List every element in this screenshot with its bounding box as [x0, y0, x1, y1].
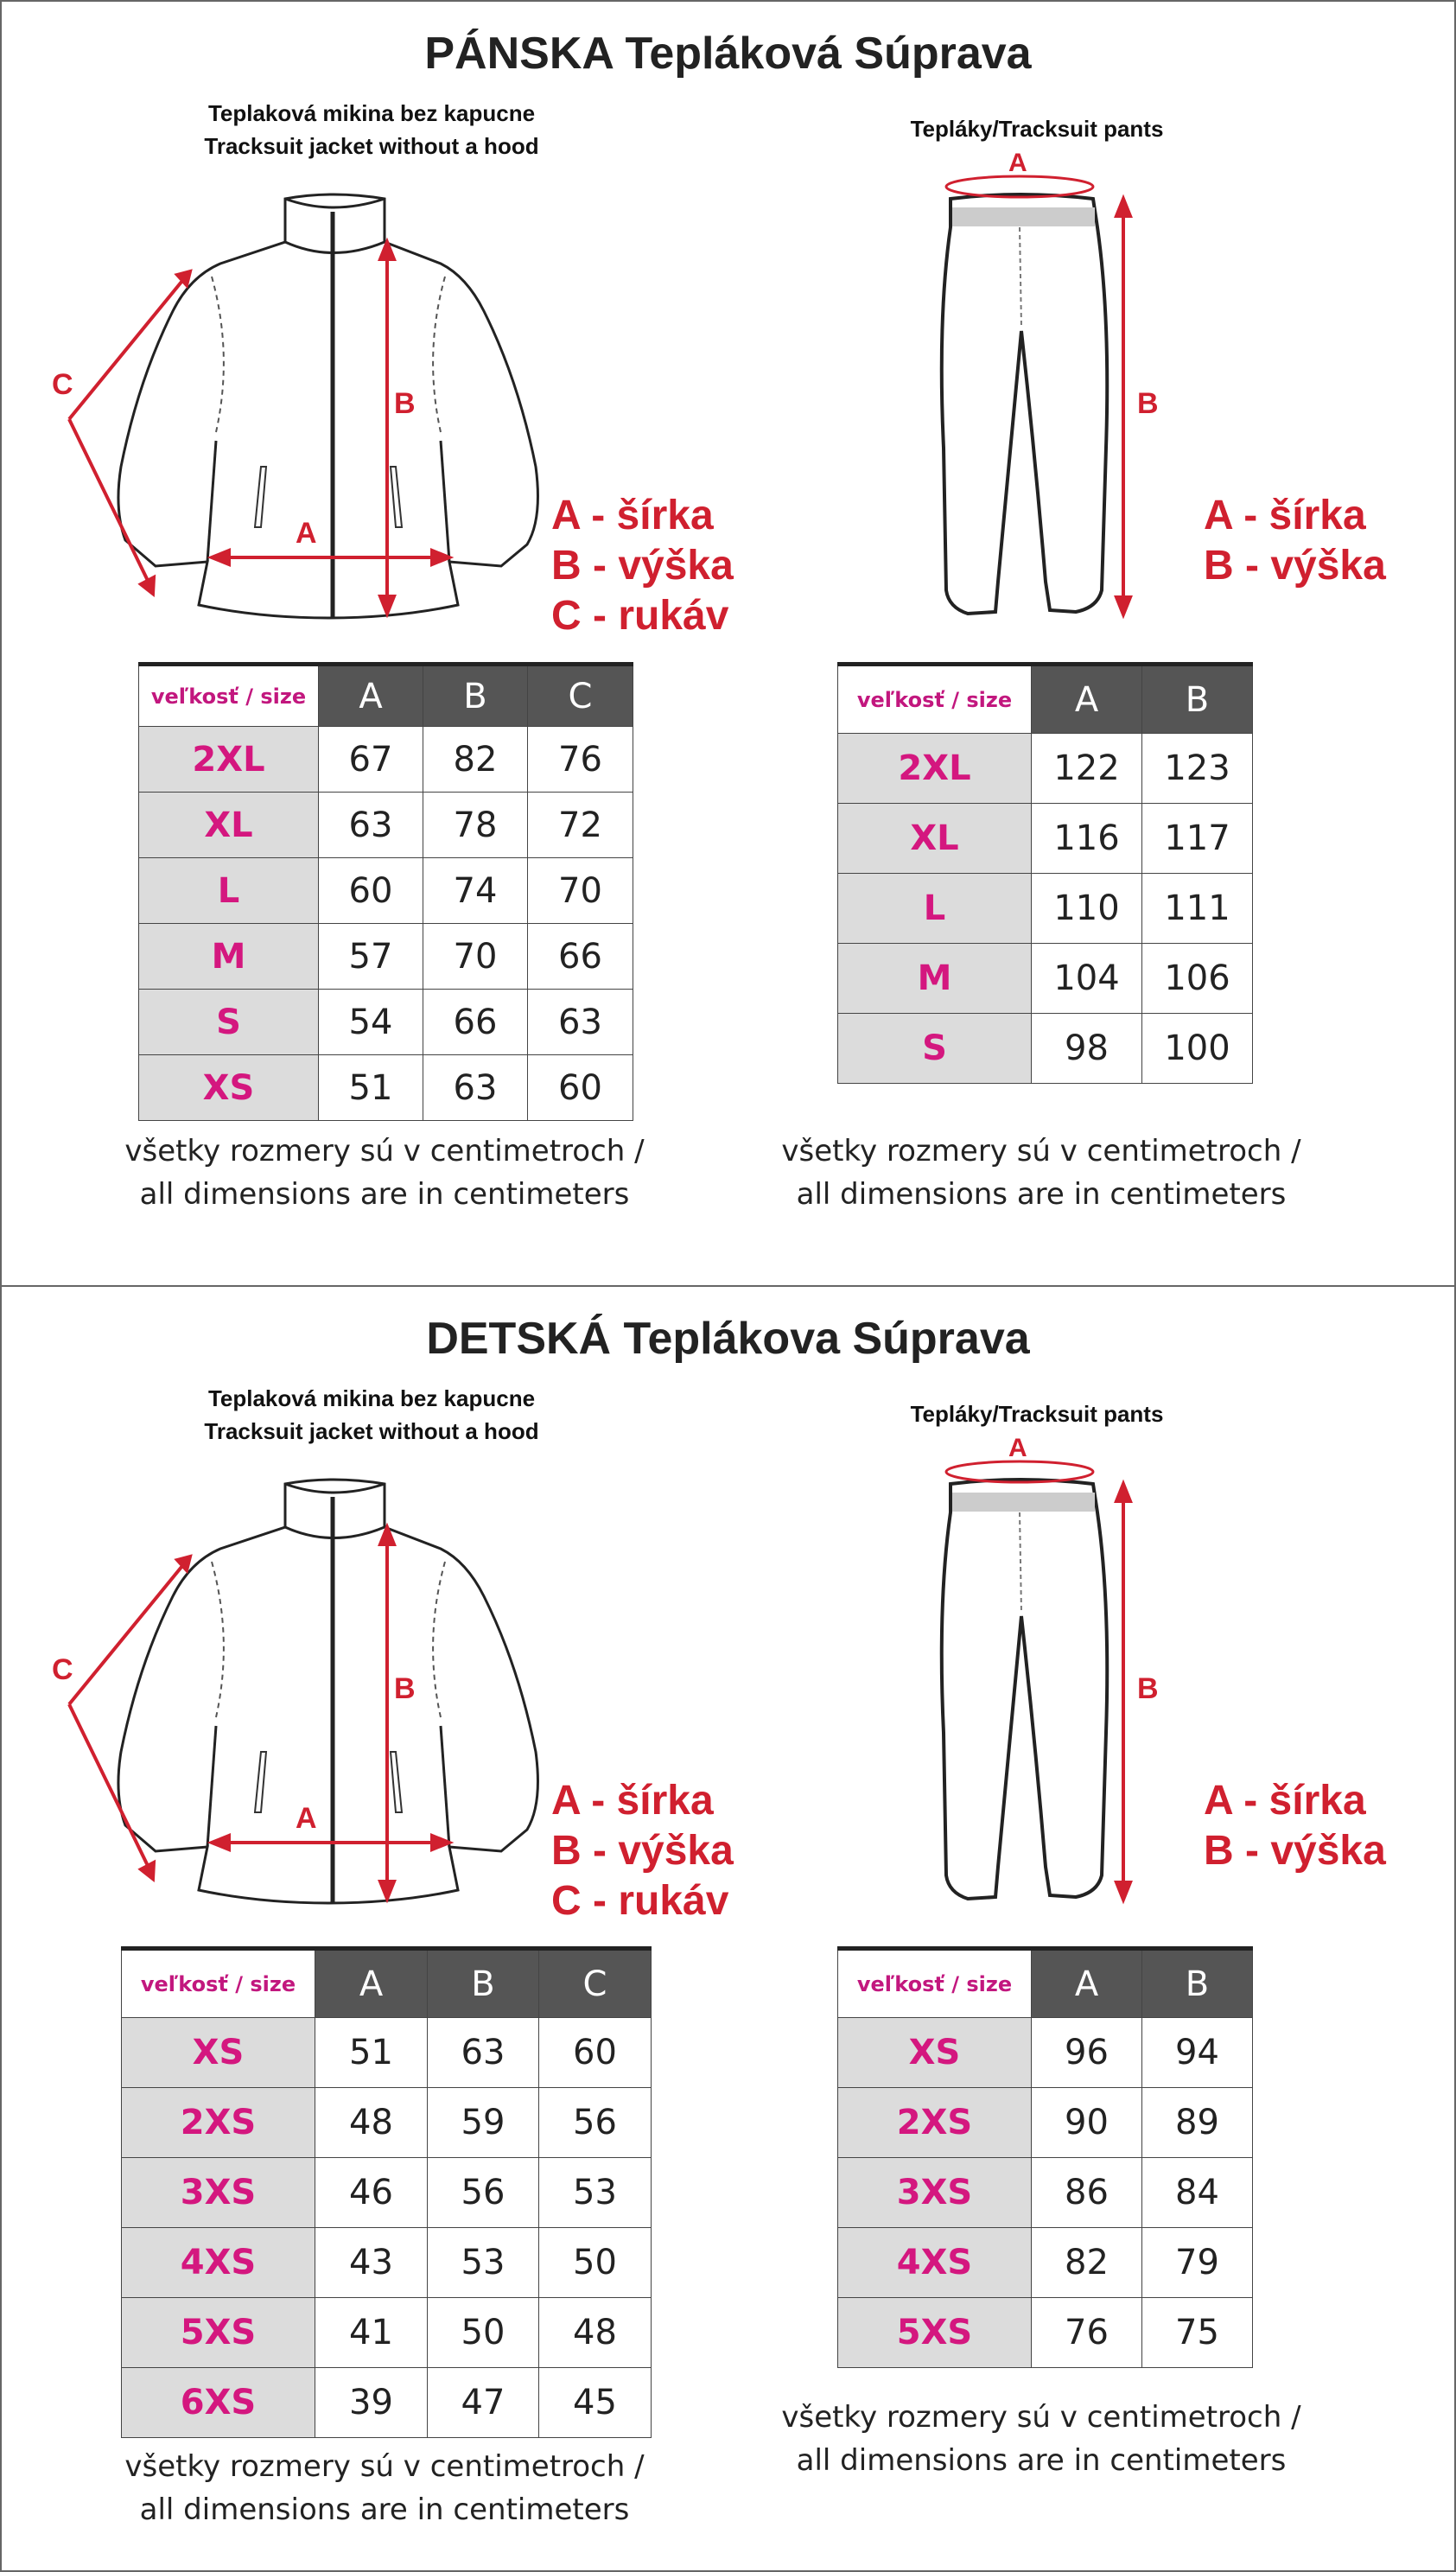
value-cell: 50 [539, 2228, 652, 2298]
men-pants-size-table [837, 662, 1253, 1084]
col-header-c: C [539, 1949, 652, 2018]
value-cell: 123 [1142, 734, 1253, 804]
table-row [838, 874, 1253, 944]
value-cell: 82 [1032, 2228, 1142, 2298]
pants-illustration [916, 1430, 1158, 1914]
col-header-a: A [319, 665, 423, 727]
note-line: all dimensions are in centimeters [139, 2492, 630, 2527]
note-line: all dimensions are in centimeters [796, 1177, 1287, 1212]
men-pants-note [752, 1130, 1331, 1216]
kids-pants-legend [1204, 1776, 1386, 1876]
pants-mark-b: B [1137, 387, 1159, 420]
table-row [139, 924, 633, 990]
kids-pants-label: Tepláky/Tracksuit pants [910, 1401, 1164, 1427]
value-cell: 100 [1142, 1014, 1253, 1084]
value-cell: 75 [1142, 2298, 1253, 2368]
jacket-label-en: Tracksuit jacket without a hood [204, 1418, 539, 1444]
pants-mark-b: B [1137, 1672, 1159, 1705]
value-cell: 63 [528, 990, 633, 1055]
value-cell: 122 [1032, 734, 1142, 804]
table-row [838, 2088, 1253, 2158]
kids-jacket-label [138, 1382, 605, 1448]
kids-section [0, 1287, 1456, 2572]
legend-a: A - šírka [1204, 1778, 1366, 1824]
value-cell: 53 [428, 2228, 539, 2298]
size-cell: 5XS [838, 2298, 1032, 2368]
table-row [838, 2018, 1253, 2088]
value-cell: 76 [1032, 2298, 1142, 2368]
value-cell: 78 [423, 793, 528, 858]
size-cell: XL [139, 793, 319, 858]
value-cell: 106 [1142, 944, 1253, 1014]
value-cell: 45 [539, 2368, 652, 2438]
size-cell: 3XS [122, 2158, 315, 2228]
size-cell: M [838, 944, 1032, 1014]
pants-mark-a: A [1008, 149, 1027, 177]
note-line: všetky rozmery sú v centimetroch / [781, 2400, 1301, 2435]
size-header: veľkosť / size [122, 1949, 315, 2018]
size-cell: 6XS [122, 2368, 315, 2438]
jacket-measure-lines [69, 1527, 449, 1899]
size-cell: 4XS [122, 2228, 315, 2298]
value-cell: 89 [1142, 2088, 1253, 2158]
jacket-measure-lines [69, 242, 449, 614]
size-header: veľkosť / size [838, 665, 1032, 734]
size-cell: 3XS [838, 2158, 1032, 2228]
kids-jacket-note [95, 2445, 674, 2531]
pants-illustration [916, 145, 1158, 629]
jacket-label-sk: Teplaková mikina bez kapucne [207, 1385, 536, 1411]
size-cell: XS [122, 2018, 315, 2088]
legend-b: B - výška [1204, 1828, 1386, 1874]
value-cell: 60 [319, 858, 423, 924]
value-cell: 43 [315, 2228, 428, 2298]
jacket-mark-b: B [394, 387, 416, 420]
value-cell: 111 [1142, 874, 1253, 944]
value-cell: 63 [319, 793, 423, 858]
size-cell: XS [838, 2018, 1032, 2088]
size-cell: S [139, 990, 319, 1055]
value-cell: 48 [315, 2088, 428, 2158]
col-header-a: A [1032, 1949, 1142, 2018]
value-cell: 56 [539, 2088, 652, 2158]
value-cell: 86 [1032, 2158, 1142, 2228]
kids-pants-note [752, 2396, 1331, 2482]
col-header-c: C [528, 665, 633, 727]
kids-jacket-legend [551, 1776, 734, 1926]
table-row [139, 858, 633, 924]
legend-a: A - šírka [1204, 493, 1366, 538]
kids-jacket-size-table [121, 1946, 652, 2438]
value-cell: 84 [1142, 2158, 1253, 2228]
table-row [122, 2368, 652, 2438]
size-header: veľkosť / size [838, 1949, 1032, 2018]
size-cell: 2XS [122, 2088, 315, 2158]
value-cell: 74 [423, 858, 528, 924]
value-cell: 98 [1032, 1014, 1142, 1084]
value-cell: 41 [315, 2298, 428, 2368]
kids-title: DETSKÁ Teplákova Súprava [426, 1314, 1030, 1364]
legend-c: C - rukáv [551, 593, 729, 639]
note-line: all dimensions are in centimeters [139, 1177, 630, 1212]
table-row [838, 2298, 1253, 2368]
size-cell: 2XL [139, 727, 319, 793]
size-cell: L [139, 858, 319, 924]
men-jacket-label [138, 97, 605, 162]
legend-c: C - rukáv [551, 1878, 729, 1924]
table-row [139, 727, 633, 793]
men-section [0, 0, 1456, 1285]
men-jacket-legend [551, 491, 734, 641]
value-cell: 51 [315, 2018, 428, 2088]
value-cell: 116 [1032, 804, 1142, 874]
value-cell: 54 [319, 990, 423, 1055]
men-pants-label: Tepláky/Tracksuit pants [910, 116, 1164, 142]
value-cell: 79 [1142, 2228, 1253, 2298]
table-row [122, 2298, 652, 2368]
table-row [838, 734, 1253, 804]
value-cell: 63 [423, 1055, 528, 1121]
table-row [838, 2228, 1253, 2298]
value-cell: 110 [1032, 874, 1142, 944]
table-row [838, 2158, 1253, 2228]
value-cell: 47 [428, 2368, 539, 2438]
size-cell: 2XL [838, 734, 1032, 804]
value-cell: 67 [319, 727, 423, 793]
table-row [838, 804, 1253, 874]
col-header-b: B [428, 1949, 539, 2018]
value-cell: 63 [428, 2018, 539, 2088]
jacket-mark-a: A [296, 1802, 317, 1835]
jacket-collar [285, 199, 385, 207]
size-cell: XL [838, 804, 1032, 874]
jacket-mark-c: C [52, 1653, 73, 1686]
size-cell: L [838, 874, 1032, 944]
jacket-label-sk: Teplaková mikina bez kapucne [207, 100, 536, 126]
table-row [139, 793, 633, 858]
legend-b: B - výška [551, 543, 734, 589]
jacket-illustration [35, 1467, 570, 1916]
value-cell: 72 [528, 793, 633, 858]
size-cell: 5XS [122, 2298, 315, 2368]
legend-b: B - výška [551, 1828, 734, 1874]
men-title: PÁNSKA Tepláková Súprava [424, 29, 1032, 79]
value-cell: 60 [539, 2018, 652, 2088]
value-cell: 57 [319, 924, 423, 990]
value-cell: 60 [528, 1055, 633, 1121]
value-cell: 94 [1142, 2018, 1253, 2088]
col-header-a: A [315, 1949, 428, 2018]
value-cell: 117 [1142, 804, 1253, 874]
table-row [139, 1055, 633, 1121]
men-jacket-size-table [138, 662, 633, 1121]
value-cell: 66 [528, 924, 633, 990]
value-cell: 48 [539, 2298, 652, 2368]
value-cell: 66 [423, 990, 528, 1055]
size-cell: XS [139, 1055, 319, 1121]
legend-a: A - šírka [551, 493, 714, 538]
value-cell: 46 [315, 2158, 428, 2228]
legend-b: B - výška [1204, 543, 1386, 589]
size-cell: 2XS [838, 2088, 1032, 2158]
jacket-mark-b: B [394, 1672, 416, 1705]
value-cell: 50 [428, 2298, 539, 2368]
jacket-illustration [35, 181, 570, 631]
men-jacket-note [95, 1130, 674, 1216]
value-cell: 82 [423, 727, 528, 793]
table-row [122, 2018, 652, 2088]
pants-outline [942, 194, 1107, 614]
table-row [838, 944, 1253, 1014]
value-cell: 90 [1032, 2088, 1142, 2158]
value-cell: 51 [319, 1055, 423, 1121]
value-cell: 96 [1032, 2018, 1142, 2088]
value-cell: 70 [528, 858, 633, 924]
note-line: all dimensions are in centimeters [796, 2443, 1287, 2478]
men-pants-legend [1204, 491, 1386, 591]
col-header-b: B [423, 665, 528, 727]
value-cell: 59 [428, 2088, 539, 2158]
jacket-mark-a: A [296, 517, 317, 550]
note-line: všetky rozmery sú v centimetroch / [781, 1134, 1301, 1168]
table-row [838, 1014, 1253, 1084]
table-row [122, 2088, 652, 2158]
col-header-a: A [1032, 665, 1142, 734]
kids-pants-size-table [837, 1946, 1253, 2368]
value-cell: 56 [428, 2158, 539, 2228]
pants-mark-a: A [1008, 1434, 1027, 1462]
jacket-outline [118, 1480, 538, 1903]
note-line: všetky rozmery sú v centimetroch / [124, 1134, 645, 1168]
col-header-b: B [1142, 1949, 1253, 2018]
legend-a: A - šírka [551, 1778, 714, 1824]
jacket-label-en: Tracksuit jacket without a hood [204, 133, 539, 159]
value-cell: 104 [1032, 944, 1142, 1014]
size-cell: M [139, 924, 319, 990]
value-cell: 53 [539, 2158, 652, 2228]
size-cell: S [838, 1014, 1032, 1084]
table-row [122, 2228, 652, 2298]
jacket-outline [118, 194, 538, 618]
note-line: všetky rozmery sú v centimetroch / [124, 2449, 645, 2484]
table-row [122, 2158, 652, 2228]
size-header: veľkosť / size [139, 665, 319, 727]
value-cell: 70 [423, 924, 528, 990]
table-row [139, 990, 633, 1055]
value-cell: 76 [528, 727, 633, 793]
col-header-b: B [1142, 665, 1253, 734]
value-cell: 39 [315, 2368, 428, 2438]
jacket-mark-c: C [52, 368, 73, 401]
pants-outline [942, 1480, 1107, 1899]
size-cell: 4XS [838, 2228, 1032, 2298]
